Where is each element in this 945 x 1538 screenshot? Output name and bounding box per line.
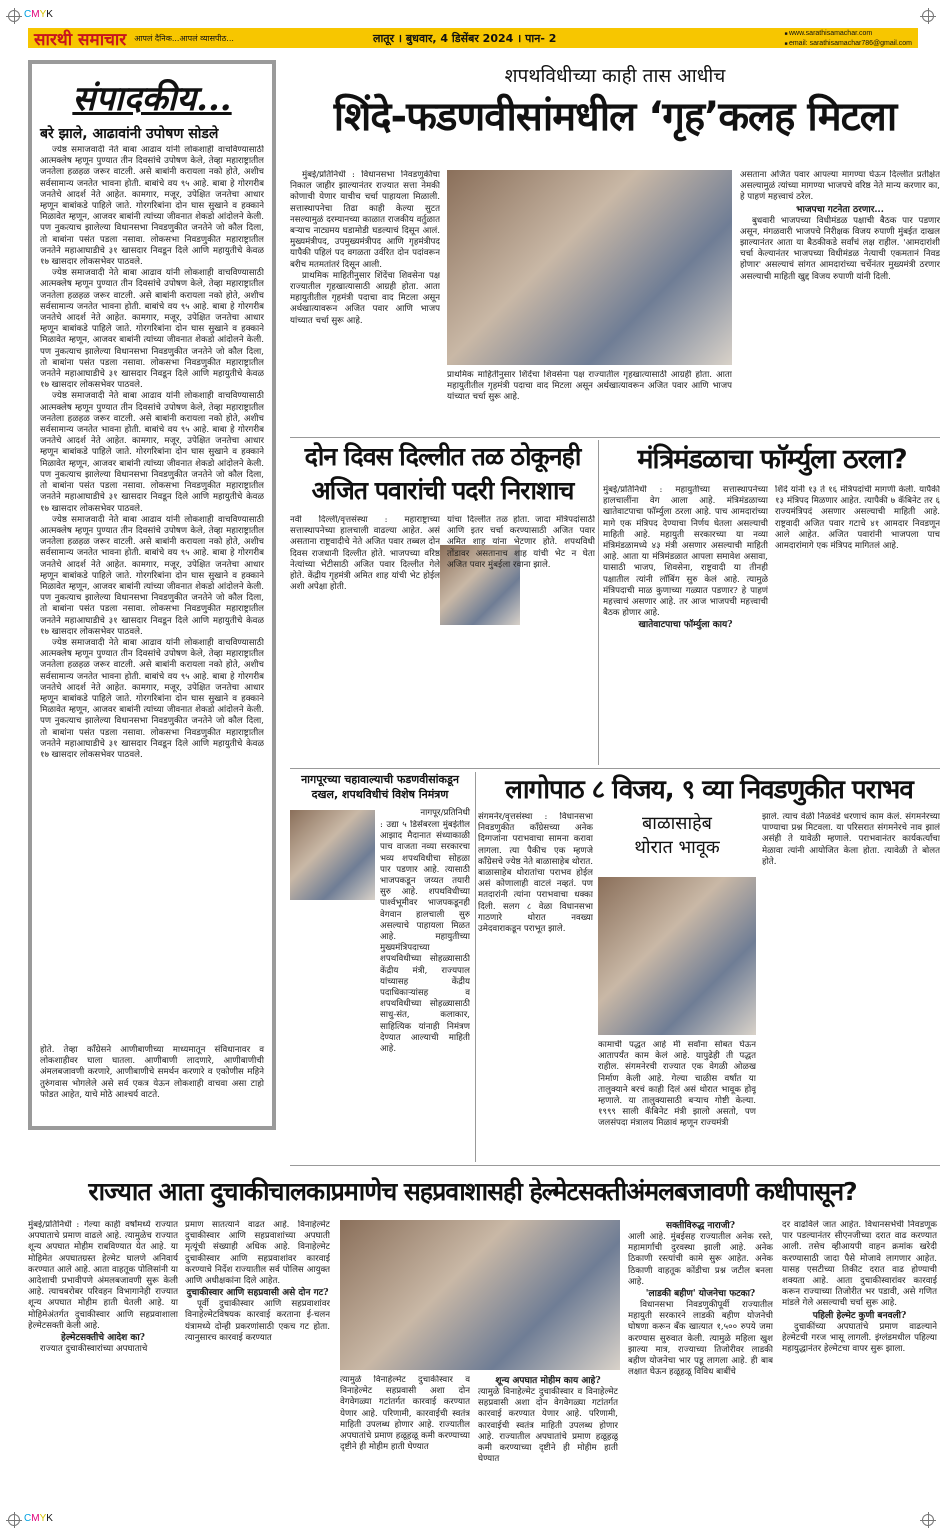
divider (598, 440, 599, 765)
helmet-paragraph: दर वाढविले जात आहेत. विधानसभेची निवडणूक पार पडल्यानंतर सीएनजीच्या दरात वाढ करण्यात आली. तसेच व्हीआयपी वाहन क्रमांक खरेदी करण्यासाठी जादा पैसे मोजावे लागणार आहेत. यासह एसटीच्या तिकीट दरात वाढ होण्याची शक्यता आहे. आता दुचाकीस्वारांवर कारवाई करून राज्याच्या तिजोरीत भर पडावी, असे गणित मांडले गेले असल्याची चर्चा सुरू आहे. (782, 1220, 937, 1309)
thorat-title-line2: थोरात भावूक (634, 837, 720, 858)
nagpur-headline: नागपूरच्या चहावाल्याची फडणवीसांकडून दखल, शपथविधीचं विशेष निमंत्रण (301, 773, 459, 801)
thorat-body-col1: संगमनेर/वृत्तसंस्था : विधानसभा निवडणुकीत काँग्रेसच्या अनेक दिग्गजांना पराभवाचा सामना करावा लागला. त्या पैकीच एक म्हणजे काँग्रेसचे ज्येष्ठ नेते बाळासाहेब थोरात. बाळासाहेब थोरातांचा पराभव होईल असं कोणालाही वाटलं नव्हतं. पण मतदारांनी त्यांना पराभवाचा धक्का दिली. सलग ८ वेळा विधानसभा गाठणारे थोरात नवख्या उमेदवाराकडून पराभूत झाले. (478, 812, 593, 935)
helmet-col2 (185, 1220, 330, 1502)
lead-body-col1 (290, 170, 440, 430)
delhi-headline-line1: दोन दिवस दिल्लीत तळ ठोकूनही (304, 442, 581, 471)
cabinet-headline: मंत्रिमंडळाचा फॉर्म्युला ठरला? (637, 444, 907, 475)
helmet-paragraph: पूर्वी दुचाकीस्वार आणि सहप्रवाशांवर विनाहेल्मेटविषयक कारवाई करताना ई-चलन यंत्रामध्ये दोन्ही प्रकरणांसाठी एकच गट होता. त्यानुसारच कारवाई करण्यात (185, 1299, 330, 1343)
nagpur-dateline: नागपूर/प्रतिनिधी (420, 808, 470, 818)
editorial-paragraph: ज्येष्ठ समाजवादी नेते बाबा आढाव यांनी लोकशाही वाचविण्यासाठी आत्मक्लेष म्हणून पुण्यात तीन दिवसांचे उपोषण केले, तेव्हा महाराष्ट्रातील जनतेला हळहळ जरूर वाटली. असे बाबांनी करायला नको होते, अशीच सर्वसामान्य जनतेत भावना होती. बाबांचे वय ९५ आहे. बाबा हे गोरगरीब जनतेचे आदर्श नेते आहेत. कामगार, मजूर, उपेक्षित जनतेचा आधार म्हणून बाबांकडे पाहिले जाते. गोरगरिबांना दोन घास सुखाने व हक्काने मिळावेत म्हणून, आजवर बाबांनी त्यांच्या जीवनात शेकडो आंदोलने केली. पण नुकत्याच झालेल्या विधानसभा निवडणुकीत जनतेने जो कौल दिला, तो बाबांना पसंत पडला नसावा. लोकसभा निवडणुकीत महाराष्ट्रातील जनतेने महाआघाडीचे ३१ खासदार निवडून दिले आणि महायुतीचे केवळ १७ खासदार लोकसभेवर पाठवले. (40, 514, 264, 637)
newspaper-name: सारथी समाचार (34, 29, 127, 50)
editorial-paragraph: ज्येष्ठ समाजवादी नेते बाबा आढाव यांनी लोकशाही वाचविण्यासाठी आत्मक्लेष म्हणून पुण्यात तीन दिवसांचे उपोषण केले, तेव्हा महाराष्ट्रातील जनतेला हळहळ जरूर वाटली. असे बाबांनी करायला नको होते, अशीच सर्वसामान्य जनतेत भावना होती. बाबांचे वय ९५ आहे. बाबा हे गोरगरीब जनतेचे आदर्श नेते आहेत. कामगार, मजूर, उपेक्षित जनतेचा आधार म्हणून बाबांकडे पाहिले जाते. गोरगरिबांना दोन घास सुखाने व हक्काने मिळावेत म्हणून, आजवर बाबांनी त्यांच्या जीवनात शेकडो आंदोलने केली. पण नुकत्याच झालेल्या विधानसभा निवडणुकीत जनतेने जो कौल दिला, तो बाबांना पसंत पडला नसावा. लोकसभा निवडणुकीत महाराष्ट्रातील जनतेने महाआघाडीचे ३१ खासदार निवडून दिले आणि महायुतीचे केवळ १७ खासदार लोकसभेवर पाठवले. (40, 268, 264, 391)
balasaheb-thorat-photo (598, 877, 756, 1035)
helmet-paragraph: विधानसभा निवडणुकीपूर्वी राज्यातील महायुती सरकारने लाडकी बहीण योजनेची घोषणा करून बँक खात्यात १,५०० रुपये जमा करण्यास सुरुवात केली. त्यामुळे महिला खुश झाल्या मात्र, राज्याच्या तिजोरीवर लाडकी बहीण योजनेचा भार पडू लागला आहे. ही बाब लक्षात घेऊन हळूहळू विविध बाबींचे (628, 1300, 773, 1378)
masthead (28, 28, 918, 48)
divider (290, 437, 940, 438)
divider (290, 1165, 940, 1166)
lead-subhead: भाजपचा गटनेता ठरणार... (796, 204, 884, 215)
lead-photo-fadnavis-shinde (447, 170, 732, 365)
contact-info (785, 29, 912, 49)
thorat-body-col3: झाले. त्याच वेळी निळवंडे धरणाचं काम केलं. संगमनेरच्या पाण्याचा प्रश्न मिटवला. या परिसरात संगमनेरचे नाव झालं असंही ते यावेळी म्हणाले. पराभवानंतर कार्यकर्त्यांचा मेळावा त्यांनी आयोजित केला होता. त्यावेळी ते बोलत होते. (762, 812, 940, 867)
lead-side-text: असताना अजित पवार आपल्या मागण्या घेऊन दिल्लीत प्रतीक्षेत असल्यामुळं त्यांच्या मागण्या भाजपचे वरिष्ठ नेते मान्य करणार का, हे पाहणं महत्त्वाचं ठरेल. (740, 170, 940, 203)
nagpur-body: : उद्या ५ डिसेंबरला मुंबईतील आझाद मैदानात संध्याकाळी पाच वाजता नव्या सरकारचा भव्य शपथविधीचा सोहळा पार पडणार आहे. त्यासाठी भाजपकडून जय्यत तयारी सुरु आहे. शपथविधीच्या पार्श्वभूमीवर भाजपकडूनही वेगवान हालचाली सुरु असल्याचे पाहायला मिळत आहे. महायुतीच्या मुख्यमंत्रिपदाच्या शपथविधीच्या सोहळ्यासाठी केंद्रीय मंत्री, राज्यपाल यांच्यासह केंद्रीय पदाधिकाऱ्यांसह व शपथविधीच्या सोहळ्यासाठी साधु-संत, कलाकार, साहित्यिक यांनाही निमंत्रण देण्यात आल्याची माहिती आहे. (380, 820, 470, 1055)
tagline: आपलं दैनिक...आपलं व्यासपीठ... (134, 33, 234, 43)
cmyk-mark-top: CMYK (24, 9, 53, 20)
helmet-subhead: दुचाकीस्वार आणि सहप्रवासी असे दोन गट? (186, 1288, 329, 1299)
editorial-headline: बरे झाले, आढावांनी उपोषण सोडले (40, 126, 219, 142)
helmet-col5 (782, 1220, 937, 1502)
thorat-headline: लागोपाठ ८ विजय, ९ व्या निवडणुकीत पराभव (505, 775, 913, 805)
helmet-subhead: शून्य अपघात मोहीम काय आहे? (495, 1376, 601, 1386)
editorial-paragraph: ज्येष्ठ समाजवादी नेते बाबा आढाव यांनी लोकशाही वाचविण्यासाठी आत्मक्लेष म्हणून पुण्यात तीन दिवसांचे उपोषण केले, तेव्हा महाराष्ट्रातील जनतेला हळहळ जरूर वाटली. असे बाबांनी करायला नको होते, अशीच सर्वसामान्य जनतेत भावना होती. बाबांचे वय ९५ आहे. बाबा हे गोरगरीब जनतेचे आदर्श नेते आहेत. कामगार, मजूर, उपेक्षित जनतेचा आधार म्हणून बाबांकडे पाहिले जाते. गोरगरिबांना दोन घास सुखाने व हक्काने मिळावेत म्हणून, आजवर बाबांनी त्यांच्या जीवनात शेकडो आंदोलने केली. पण नुकत्याच झालेल्या विधानसभा निवडणुकीत जनतेने जो कौल दिला, तो बाबांना पसंत पडला नसावा. लोकसभा निवडणुकीत महाराष्ट्रातील जनतेने महाआघाडीचे ३१ खासदार निवडून दिले आणि महायुतीचे केवळ १७ खासदार लोकसभेवर पाठवले. (40, 145, 264, 268)
helmet-paragraph: मुंबई/प्रतिनिधी : गेल्या काही वर्षांमध्ये राज्यात अपघाताचे प्रमाण वाढले आहे. त्यामुळेच राज्यात शून्य अपघात मोहीम राबविण्यात येत आहे. या मोहिमेत अपघातग्रस्त हेल्मेट घालणे अनिवार्य करण्यात आले आहे. आता वाहतूक पोलिसांनी या आदेशाची प्रभावीपणे अंमलबजावणी सुरू केली आहे. त्याचबरोबर परिवहन विभागानेही राज्यात शून्य अपघात मोहीम हाती घेतली आहे. या मोहिमेअंतर्गत दुचाकीस्वार आणि सहप्रवाशाला हेल्मेटसक्ती केली आहे. (28, 1220, 178, 1331)
helmet-paragraph: प्रमाण सातत्याने वाढत आहे. विनाहेल्मेट दुचाकीस्वार आणि सहप्रवाशांच्या अपघाती मृत्यूंची संख्याही अधिक आहे. विनाहेल्मेट दुचाकीस्वार आणि सहप्रवाशांवर कारवाई करण्याचे निर्देश राज्यातील सर्व पोलिस आयुक्त आणि अधीक्षकांना दिले आहेत. (185, 1220, 330, 1287)
thorat-title-line1: बाळासाहेब (642, 813, 712, 834)
website-link[interactable]: ■ www.sarathisamachar.com (785, 29, 912, 39)
registration-mark-icon (922, 10, 934, 22)
lead-kicker: शपथविधीच्या काही तास आधीच (504, 65, 726, 87)
lead-side-text: बुधवारी भाजपच्या विधीमंडळ पक्षाची बैठक पार पडणार असून, मंगळवारी भाजपचे निरीक्षक विजय रुपाणी मुंबईत दाखल झाल्यानंतर आता या बैठकीकडे सर्वांचं लक्ष राहील. 'आमदारांशी चर्चा केल्यानंतर भाजपच्या विधीमंडळ नेत्याची एकमतानं निवड होणार' असल्याचं सांगत आमदारांच्या चर्चेनंतर मुख्यमंत्री ठरणार असल्याची माहिती खुद्द विजय रुपाणी यांनी दिली. (740, 215, 940, 282)
thorat-body-col2: कामाची पद्धत आहे मी सर्वांना सोबत घेऊन आतापर्यंत काम केलं आहे. यापुढेही ती पद्धत राहील. संगमनेरची राज्यात एक वेगळी ओळख निर्माण केली आहे. गेल्या चाळीस वर्षांत या तालुक्याने बरचं काही दिलं असं थोरात भावूक होवू म्हणाले. या तालुक्यासाठी बऱ्याच गोष्टी केल्या. १९९९ साली कॅबिनेट मंत्री झालो असतो, पण जलसंपदा मंत्रालय मिळावं म्हणून राज्यमंत्री (598, 1040, 756, 1129)
delhi-headline (290, 440, 595, 508)
editorial-section-title: संपादकीय... (72, 79, 232, 119)
divider (290, 768, 940, 769)
helmet-paragraph: आली आहे. मुंबईसह राज्यातील अनेक रस्ते, महामार्गांची दुरवस्था झाली आहे. अनेक ठिकाणी रस्त्यांची कामे सुरू आहेत. अनेक ठिकाणी वाहतूक कोंडीचा प्रश्न जटील बनला आहे. (628, 1232, 773, 1287)
helmet-subhead: 'लाडकी बहीण' योजनेचा फटका? (645, 1289, 756, 1300)
delhi-headline-line2: अजित पवारांची पदरी निराशाच (311, 476, 574, 505)
registration-mark-icon (922, 1514, 934, 1526)
helmet-paragraph: त्यामुळे विनाहेल्मेट दुचाकीस्वार व विनाहेल्मेट सहप्रवासी अशा दोन वेगवेगळ्या गटांतर्गत कारवाई करण्यात येणार आहे. परिणामी, कारवाईची स्वतंत्र माहिती उपलब्ध होणार आहे. राज्यातील अपघातांचे प्रमाण हळूहळू कमी करण्याच्या दृष्टीने ही मोहीम हाती घेण्यात (478, 1387, 618, 1465)
editorial-box (28, 60, 276, 1130)
helmet-subhead: पहिली हेल्मेट कुणी बनवली? (812, 1310, 907, 1321)
cabinet-body-col1 (603, 485, 768, 765)
cabinet-paragraph: मुंबई/प्रतिनिधी : महायुतीच्या सत्तास्थापनेच्या हालचालींना वेग आला आहे. मंत्रिमंडळाच्या खातेवाटपाचा फॉर्म्युला ठरला आहे. पाच आमदारांच्या मागे एक मंत्रिपद देण्याचा निर्णय घेतला असल्याची माहिती आहे. महायुती सरकारच्या या नव्या मंत्रिमंडळामध्ये ४३ मंत्री असणार असल्याची माहिती आहे. आता या मंत्रिमंडळात आपला समावेश असावा, यासाठी भाजप, शिवसेना, राष्ट्रवादी या तीनही पक्षातील त्यांनी लॉबिंग सुरु केलं आहे. त्यामुळे मंत्रिपदाची माळ कुणाच्या गळ्यात पडणार? हे पाहणं महत्त्वाचं असणार आहे. तर आज भाजपची महत्त्वाची बैठक होणार आहे. (603, 485, 768, 619)
email-link[interactable]: ■ email: sarathisamachar786@gmail.com (785, 39, 912, 49)
helmet-col1 (28, 1220, 178, 1502)
lead-body-col3 (740, 170, 940, 432)
helmet-col3b (478, 1375, 618, 1503)
editorial-body (40, 145, 264, 1045)
lead-paragraph: प्राथमिक माहितीनुसार शिंदेंचा शिवसेना पक्ष राज्यातील गृहखात्यासाठी आग्रही होता. आता महायुतीतील गृहमंत्री पदाचा वाद मिटला असून अर्थखात्यावरून अजित पवार आणि भाजप यांच्यात चर्चा सुरू आहे. (290, 270, 440, 326)
registration-mark-icon (8, 1514, 20, 1526)
editorial-paragraph: ज्येष्ठ समाजवादी नेते बाबा आढाव यांनी लोकशाही वाचविण्यासाठी आत्मक्लेष म्हणून पुण्यात तीन दिवसांचे उपोषण केले, तेव्हा महाराष्ट्रातील जनतेला हळहळ जरूर वाटली. असे बाबांनी करायला नको होते, अशीच सर्वसामान्य जनतेत भावना होती. बाबांचे वय ९५ आहे. बाबा हे गोरगरीब जनतेचे आदर्श नेते आहेत. कामगार, मजूर, उपेक्षित जनतेचा आधार म्हणून बाबांकडे पाहिले जाते. गोरगरिबांना दोन घास सुखाने व हक्काने मिळावेत म्हणून, आजवर बाबांनी त्यांच्या जीवनात शेकडो आंदोलने केली. पण नुकत्याच झालेल्या विधानसभा निवडणुकीत जनतेने जो कौल दिला, तो बाबांना पसंत पडला नसावा. लोकसभा निवडणुकीत महाराष्ट्रातील जनतेने महाआघाडीचे ३१ खासदार निवडून दिले आणि महायुतीचे केवळ १७ खासदार लोकसभेवर पाठवले. (40, 637, 264, 760)
lead-headline: शिंदे-फडणवीसांमधील ‘गृह’कलह मिटला (333, 94, 897, 140)
helmet-paragraph: राज्यात दुचाकीस्वारांच्या अपघाताचे (40, 1344, 148, 1355)
lead-body-col2: प्राथमिक माहितीनुसार शिंदेंचा शिवसेना पक्ष राज्यातील गृहखात्यासाठी आग्रही होता. आता महायुतीतील गृहमंत्री पदाचा वाद मिटला असून अर्थखात्यावरून अजित पवार आणि भाजप यांच्यात चर्चा सुरू आहे. (447, 370, 732, 403)
helmet-col4 (628, 1220, 773, 1502)
helmet-subhead: हेल्मेटसक्तीचे आदेश का? (61, 1333, 145, 1344)
delhi-body-col1: नवी दिल्ली/वृत्तसंस्था : महाराष्ट्राच्या सत्तास्थापनेच्या हालचाली वाढल्या आहेत. असं असताना राष्ट्रवादीचे नेते अजित पवार तब्बल दोन दिवस राजधानी दिल्लीत होते. भाजपच्या वरिष्ठ नेत्यांच्या भेटीसाठी अजित पवार दिल्लीत गेले होते. केंद्रीय गृहमंत्री अमित शाह यांची भेट होईल अशी अपेक्षा होती. (290, 515, 440, 593)
helmet-paragraph: दुचाकींच्या अपघातांचे प्रमाण वाढल्याने हेल्मेटची गरज भासू लागली. इंग्लंडमधील पहिल्या महायुद्धानंतर हेल्मेटचा वापर सुरू झाला. (782, 1321, 937, 1355)
helmet-riders-photo (340, 1220, 620, 1370)
helmet-col3a: त्यामुळे विनाहेल्मेट दुचाकीस्वार व विनाहेल्मेट सहप्रवासी अशा दोन वेगवेगळ्या गटांतर्गत कारवाई करण्यात येणार आहे. परिणामी, कारवाईची स्वतंत्र माहिती उपलब्ध होणार आहे. राज्यातील अपघातांचे प्रमाण हळूहळू कमी करण्याच्या दृष्टीने ही मोहीम हाती घेण्यात (340, 1375, 470, 1453)
cmyk-mark-bottom: CMYK (24, 1513, 53, 1524)
delhi-body-col2: यांचा दिल्लीत तळ होता. जादा मंत्रिपदांसाठी आणि इतर चर्चा करण्यासाठी अजित पवार अमित शाह यांना भेटणार होते. शपथविधी तोंडावर असतानाच शाह यांची भेट न घेता अजित पवार मुंबईला रवाना झाले. (447, 515, 595, 570)
registration-mark-icon (8, 10, 20, 22)
editorial-paragraph: ज्येष्ठ समाजवादी नेते बाबा आढाव यांनी लोकशाही वाचविण्यासाठी आत्मक्लेष म्हणून पुण्यात तीन दिवसांचे उपोषण केले, तेव्हा महाराष्ट्रातील जनतेला हळहळ जरूर वाटली. असे बाबांनी करायला नको होते, अशीच सर्वसामान्य जनतेत भावना होती. बाबांचे वय ९५ आहे. बाबा हे गोरगरीब जनतेचे आदर्श नेते आहेत. कामगार, मजूर, उपेक्षित जनतेचा आधार म्हणून बाबांकडे पाहिले जाते. गोरगरिबांना दोन घास सुखाने व हक्काने मिळावेत म्हणून, आजवर बाबांनी त्यांच्या जीवनात शेकडो आंदोलने केली. पण नुकत्याच झालेल्या विधानसभा निवडणुकीत जनतेने जो कौल दिला, तो बाबांना पसंत पडला नसावा. लोकसभा निवडणुकीत महाराष्ट्रातील जनतेने महाआघाडीचे ३१ खासदार निवडून दिले आणि महायुतीचे केवळ १७ खासदार लोकसभेवर पाठवले. (40, 391, 264, 514)
dateline: लातूर । बुधवार, 4 डिसेंबर 2024 । पान- 2 (373, 31, 557, 45)
cabinet-subhead: खातेवाटपाचा फॉर्म्युला काय? (638, 620, 733, 631)
divider (475, 772, 476, 1162)
cabinet-body-col2: शिंदे यांनी १३ ते १६ मंत्रिपदांची मागणी केली. यापैकी १३ मंत्रिपद मिळणार आहेत. त्यापैकी ७ कॅबिनेट तर ६ राज्यमंत्रिपदं असणार असल्याची माहिती आहे. राष्ट्रवादी अजित पवार गटाचे ४१ आमदार निवडणून आले आहेत. अजित पवारांनी भाजपला पाच आमदारांमागे एक मंत्रिपद मागितलं आहे. (775, 485, 940, 552)
thorat-sidebar-title (598, 812, 756, 860)
lead-paragraph: मुंबई/प्रतिनिधी : विधानसभा निवडणुकीचा निकाल जाहीर झाल्यानंतर राज्यात सत्ता नेमकी कोणाची येणार याचीच चर्चा पाहायला मिळाली. सत्तास्थापनेचा तिढा काही केल्या सुटत नसल्यामुळं दरम्यानच्या काळात राजकीय वर्तुळात बऱ्याच नाट्यमय घडामोडी घडल्याचं दिसून आलं. मुख्यमंत्रीपद, उपमुख्यमंत्रीपद आणि गृहमंत्रीपद यापैकी पहिलं पद वगळता उर्वरित दोन पदांवरून बरीच मतमतांतरं दिसून आली. (290, 170, 440, 270)
helmet-headline: राज्यात आता दुचाकीचालकाप्रमाणेच सहप्रवाशासही हेल्मेटसक्तीअंमलबजावणी कधीपासून? (88, 1177, 857, 1206)
editorial-closing: होते. तेव्हा काँग्रेसने आणीबाणीच्या माध्यमातून संविधानावर व लोकशाहीवर घाला घातला. आणीबाणी लादणारे, आणीबाणीची अंमलबजावणी करणारे, आणीबाणीचे समर्थन करणारे व एकोणीस महिने तुरुंगवास भोगलेले असे सर्व एकत्र येऊन लोकशाही वाचवा असा टाहो फोडत आहेत, याचे मोठे आश्चर्य वाटते. (40, 1045, 264, 1100)
helmet-subhead: सक्तीविरुद्ध नाराजी? (665, 1221, 736, 1231)
